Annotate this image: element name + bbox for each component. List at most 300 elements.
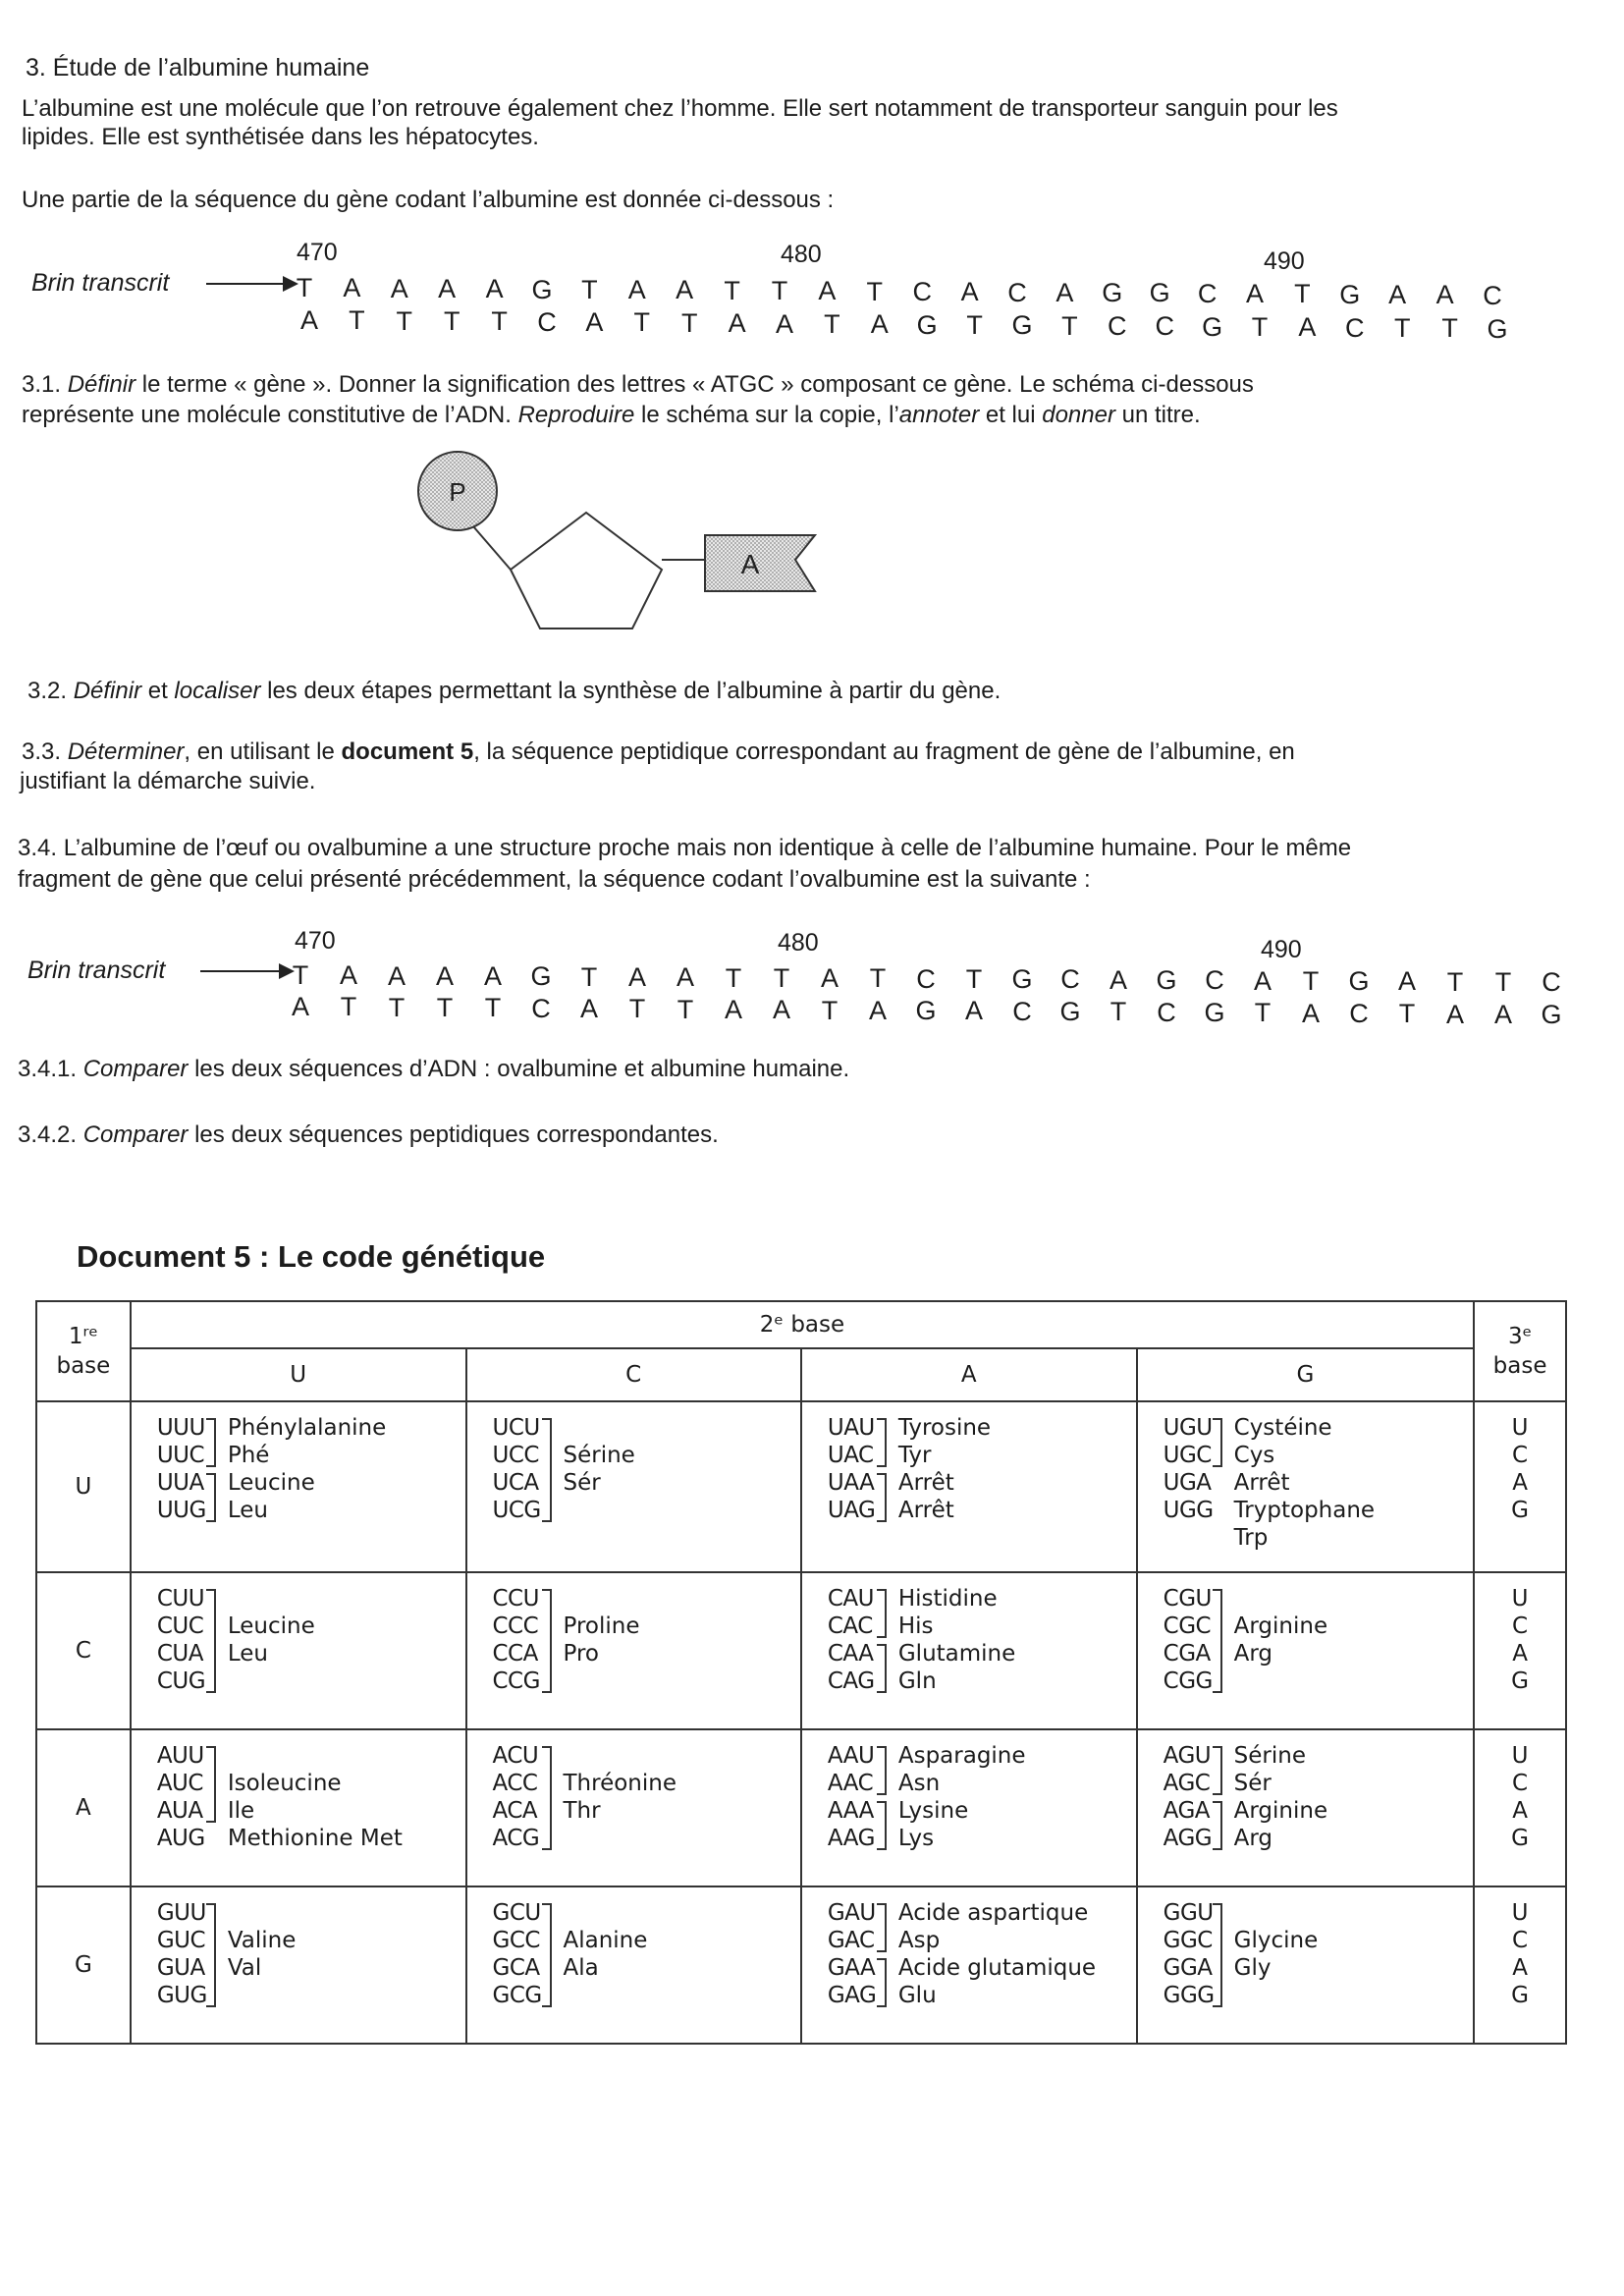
q31-line-2: représente une molécule constitutive de l’ADN. Reproduire le schéma sur la copie, l’annoter et lui donner un titre.: [22, 402, 1201, 428]
codon-line: [1164, 1442, 1473, 1469]
nucleotide-letter: A: [1397, 966, 1417, 997]
third-base-letter: C: [1512, 1771, 1529, 1796]
third-base-letters: [1474, 1572, 1566, 1729]
codon-line: [828, 1640, 1136, 1667]
amino-acid: Isoleucine: [227, 1771, 342, 1796]
amino-acid: Phé: [227, 1443, 270, 1468]
col-header-u: U: [131, 1348, 466, 1401]
amino-acid: Arg: [1233, 1641, 1273, 1667]
codon-cell: [131, 1572, 466, 1729]
codon: UGG: [1163, 1498, 1214, 1523]
nucleotide-letter: T: [436, 992, 454, 1022]
codon-bracket: [877, 1644, 887, 1693]
amino-acid: Phénylalanine: [227, 1415, 387, 1441]
codon: AGC: [1163, 1771, 1211, 1796]
amino-acid: Acide aspartique: [897, 1900, 1089, 1926]
codon: CUA: [156, 1641, 203, 1667]
amino-acid: Tyr: [897, 1443, 932, 1468]
codon-line: [157, 1613, 465, 1640]
codon: CCU: [492, 1586, 539, 1612]
amino-acid: Sérine: [1233, 1743, 1306, 1769]
nucleotide-letter: C: [1157, 997, 1176, 1027]
amino-acid: Leucine: [227, 1470, 315, 1496]
amino-acid: Asparagine: [897, 1743, 1026, 1769]
codon-line: [1164, 1825, 1473, 1852]
nucleotide-letter: G: [1541, 1000, 1562, 1030]
codon-line: [493, 1667, 800, 1695]
amino-acid: Glu: [897, 1983, 937, 2008]
codon-line: [1164, 1469, 1473, 1497]
nucleotide-letter: T: [1302, 965, 1320, 996]
codon-cell: [801, 1572, 1137, 1729]
codon-line: [157, 1825, 465, 1852]
nucleotide-letter: T: [680, 307, 698, 338]
nucleotide-letter: C: [1483, 280, 1502, 310]
amino-acid: Pro: [563, 1641, 599, 1667]
nucleotide-schema: [403, 442, 825, 638]
codon-line: [493, 1585, 800, 1613]
third-base-letter: G: [1511, 1668, 1529, 1694]
nucleotide-letter: C: [537, 306, 557, 337]
third-base-letter: G: [1511, 1983, 1529, 2008]
codon-bracket: [206, 1589, 216, 1693]
seq1-label: Brin transcrit: [31, 269, 170, 297]
codon-cell: [466, 1729, 801, 1886]
nucleotide-letter: T: [296, 273, 313, 302]
amino-acid: Tyrosine: [897, 1415, 992, 1441]
codon-line: [828, 1469, 1136, 1497]
amino-acid: Proline: [563, 1613, 640, 1639]
codon-line: [493, 1954, 800, 1982]
nucleotide-letter: T: [869, 963, 887, 994]
codon-line: [828, 1825, 1136, 1852]
nucleotide-letter: G: [915, 996, 937, 1026]
code-row-c: [36, 1572, 1566, 1729]
seq1-number-470: 470: [297, 239, 338, 266]
nucleotide-letter: C: [1205, 965, 1224, 996]
third-base-letter: A: [1512, 1470, 1528, 1496]
codon: GAC: [827, 1928, 875, 1953]
sequence-intro: Une partie de la séquence du gène codant l’albumine est donnée ci-dessous :: [22, 187, 835, 213]
intro-line-1: L’albumine est une molécule que l’on retrouve également chez l’homme. Elle sert notamment de transporteur sanguin pour les: [22, 95, 1338, 122]
codon-bracket: [1213, 1801, 1222, 1850]
nucleotide-letter: T: [821, 995, 839, 1025]
codon-line: [493, 1414, 800, 1442]
nucleotide-letter: T: [965, 963, 983, 994]
nucleotide-letter: C: [1007, 277, 1027, 307]
codon: UUG: [156, 1498, 206, 1523]
codon-line: [828, 1927, 1136, 1954]
nucleotide-letter: A: [435, 960, 455, 991]
codon-cell: [801, 1401, 1137, 1572]
nucleotide-letter: C: [1108, 310, 1127, 341]
codon: ACG: [492, 1826, 540, 1851]
amino-acid: Sérine: [563, 1443, 635, 1468]
codon-bracket: [206, 1473, 216, 1522]
nucleotide-letter: C: [1060, 964, 1080, 995]
codon: UAG: [827, 1498, 876, 1523]
codon: AUC: [156, 1771, 203, 1796]
codon-line: [828, 1613, 1136, 1640]
nucleotide-letter: A: [485, 274, 504, 304]
seq1-bottom-strand: [0, 305, 1624, 344]
codon: AGA: [1163, 1798, 1211, 1824]
nucleotide-letter: C: [531, 993, 551, 1023]
codon-line: [493, 1469, 800, 1497]
codon: GAG: [827, 1983, 877, 2008]
codon-line: [493, 1982, 800, 2009]
nucleotide-letter: C: [1349, 999, 1369, 1029]
codon: UUA: [156, 1470, 204, 1496]
q31-line-1: 3.1. Définir le terme « gène ». Donner la signification des lettres « ATGC » composant ce gène. Le schéma ci-dessous: [22, 371, 1254, 398]
codon-cell: [1137, 1401, 1474, 1572]
codon-cell: [1137, 1572, 1474, 1729]
third-base-letter: G: [1511, 1498, 1529, 1523]
nucleotide-letter: T: [773, 962, 790, 993]
seq2-number-480: 480: [778, 929, 819, 957]
nucleotide-letter: C: [1012, 996, 1032, 1026]
third-base-letter: A: [1512, 1798, 1528, 1824]
nucleotide-letter: A: [775, 308, 794, 339]
codon-bracket: [206, 1746, 216, 1823]
nucleotide-letter: A: [772, 995, 791, 1025]
amino-acid: Ile: [227, 1798, 255, 1824]
col-header-a: A: [801, 1348, 1137, 1401]
codon: GGC: [1163, 1928, 1213, 1953]
codon-line: [493, 1613, 800, 1640]
nucleotide-letter: T: [677, 994, 694, 1024]
nucleotide-letter: A: [1245, 279, 1265, 308]
codon-bracket: [877, 1418, 887, 1467]
nucleotide-letter: G: [1487, 313, 1508, 344]
nucleotide-letter: T: [1254, 998, 1272, 1028]
q32: 3.2. Définir et localiser les deux étapes permettant la synthèse de l’albumine à partir du gène.: [27, 678, 1001, 704]
codon: [1164, 1524, 1217, 1552]
codon-line: [157, 1742, 465, 1770]
codon: AAC: [827, 1771, 874, 1796]
doc5-title: Document 5 : Le code génétique: [77, 1239, 546, 1274]
codon: UAU: [827, 1415, 875, 1441]
amino-acid: Cys: [1233, 1443, 1275, 1468]
codon: CGA: [1163, 1641, 1211, 1667]
seq2-number-470: 470: [295, 927, 336, 955]
codon-cell: [1137, 1886, 1474, 2044]
nucleotide-letter: T: [966, 309, 983, 340]
codon: GAU: [827, 1900, 876, 1926]
nucleotide-letter: A: [676, 275, 694, 305]
nucleotide-letter: A: [1109, 964, 1128, 995]
codon-line: [828, 1770, 1136, 1797]
nucleotide-letter: A: [339, 960, 358, 991]
codon-cell: [131, 1401, 466, 1572]
nucleotide-letter: A: [870, 309, 889, 340]
nucleotide-letter: C: [1345, 312, 1365, 343]
nucleotide-letter: A: [585, 307, 604, 338]
sugar-pentagon: [511, 513, 662, 629]
third-base-letter: U: [1511, 1900, 1529, 1926]
third-base-letters: [1474, 1886, 1566, 2044]
nucleotide-letter: G: [1059, 997, 1081, 1027]
nucleotide-letter: T: [491, 306, 508, 337]
nucleotide-letter: T: [1398, 999, 1416, 1029]
nucleotide-letter: A: [299, 305, 319, 335]
first-base-header: 1ʳᵉ base: [36, 1301, 131, 1401]
nucleotide-letter: G: [1011, 964, 1033, 995]
nucleotide-letter: G: [1156, 965, 1177, 996]
seq2-number-490: 490: [1261, 936, 1302, 963]
codon-line: [157, 1497, 465, 1524]
intro-line-2: lipides. Elle est synthétisée dans les hépatocytes.: [22, 124, 539, 150]
codon-bracket: [542, 1903, 552, 2007]
nucleotide-letter: G: [530, 961, 552, 992]
third-base-letter: U: [1511, 1415, 1529, 1441]
nucleotide-letter: T: [1061, 310, 1078, 341]
amino-acid: Arrêt: [897, 1470, 954, 1496]
codon-line: [493, 1640, 800, 1667]
codon: UCU: [492, 1415, 540, 1441]
third-base-letter: C: [1512, 1443, 1529, 1468]
amino-acid: Thréonine: [563, 1771, 677, 1796]
amino-acid: Histidine: [897, 1586, 998, 1612]
codon-line: [493, 1742, 800, 1770]
codon-line: [828, 1414, 1136, 1442]
codon: UCC: [492, 1443, 539, 1468]
codon-line: [1164, 1927, 1473, 1954]
nucleotide-letter: A: [390, 273, 408, 303]
codon-line: [1164, 1667, 1473, 1695]
codon-line: [157, 1414, 465, 1442]
amino-acid: Trp: [1233, 1525, 1269, 1551]
seq2-label: Brin transcrit: [27, 957, 166, 984]
codon-line: [157, 1899, 465, 1927]
codon: CCC: [492, 1613, 539, 1639]
seq1-number-480: 480: [781, 241, 822, 268]
nucleotide-letter: T: [633, 307, 651, 338]
codon-line: [493, 1770, 800, 1797]
codon-bracket: [877, 1589, 887, 1638]
codon-line: [828, 1797, 1136, 1825]
codon-line: [828, 1954, 1136, 1982]
nucleotide-letter: T: [1441, 313, 1458, 344]
codon-line: [1164, 1982, 1473, 2009]
nucleotide-letter: A: [1056, 277, 1074, 307]
nucleotide-letter: T: [388, 992, 406, 1022]
nucleotide-letter: T: [1446, 966, 1464, 997]
codon: CUU: [156, 1586, 205, 1612]
amino-acid: Gly: [1233, 1955, 1272, 1981]
q33-line-1: 3.3. Déterminer, en utilisant le document 5, la séquence peptidique correspondant au fragment de gène de l’albumine, en: [22, 738, 1295, 765]
codon: CAG: [827, 1668, 875, 1694]
codon-line: [1164, 1613, 1473, 1640]
nucleotide-letter: G: [1204, 998, 1225, 1028]
section-title: 3. Étude de l’albumine humaine: [26, 54, 370, 82]
amino-acid: Asn: [897, 1771, 941, 1796]
codon-line: [493, 1927, 800, 1954]
codon: CCG: [492, 1668, 540, 1694]
nucleotide-letter: T: [484, 993, 502, 1023]
third-base-letters: [1474, 1729, 1566, 1886]
third-base-header: 3ᵉ base: [1474, 1301, 1566, 1401]
nucleotide-letter: T: [771, 276, 788, 305]
third-base-letter: C: [1512, 1613, 1529, 1639]
amino-acid: Lysine: [897, 1798, 969, 1824]
codon-cell: [466, 1401, 801, 1572]
seq1-top-strand: [0, 273, 1624, 310]
codon: CGC: [1163, 1613, 1212, 1639]
amino-acid: Acide glutamique: [897, 1955, 1097, 1981]
codon: UGC: [1163, 1443, 1212, 1468]
amino-acid: Val: [227, 1955, 262, 1981]
nucleotide-letter: A: [387, 960, 406, 991]
q34-line-1: 3.4. L’albumine de l’œuf ou ovalbumine a une structure proche mais non identique à celle de l’albumine humaine. Pour le même: [18, 835, 1352, 861]
codon-line: [828, 1497, 1136, 1524]
nucleotide-letter: G: [916, 309, 938, 340]
code-row-a: [36, 1729, 1566, 1886]
nucleotide-letter: A: [960, 277, 979, 307]
codon: GGU: [1163, 1900, 1214, 1926]
codon-bracket: [1213, 1418, 1222, 1467]
amino-acid: His: [897, 1613, 934, 1639]
third-base-letter: C: [1512, 1928, 1529, 1953]
nucleotide-letter: T: [581, 274, 598, 304]
amino-acid: Arg: [1233, 1826, 1273, 1851]
codon-bracket: [877, 1746, 887, 1795]
nucleotide-letter: A: [1435, 280, 1454, 310]
codon-line: [493, 1442, 800, 1469]
phosphate-bond: [473, 526, 511, 570]
nucleotide-letter: C: [912, 276, 932, 306]
nucleotide-letter: A: [291, 992, 310, 1021]
nucleotide-letter: A: [1388, 279, 1407, 309]
codon-line: [157, 1469, 465, 1497]
codon: UGU: [1163, 1415, 1213, 1441]
codon-bracket: [542, 1589, 552, 1693]
nucleotide-letter: T: [1110, 997, 1127, 1027]
nucleotide-letter: T: [628, 994, 646, 1024]
codon: CGU: [1163, 1586, 1212, 1612]
codon: ACU: [492, 1743, 539, 1769]
amino-acid: Ala: [563, 1955, 599, 1981]
amino-acid: Sér: [1233, 1771, 1272, 1796]
seq2-bottom-strand: [0, 992, 1624, 1030]
codon: GCG: [492, 1983, 542, 2008]
codon-line: [1164, 1497, 1473, 1524]
amino-acid: Arrêt: [897, 1498, 954, 1523]
codon-line: [157, 1667, 465, 1695]
nucleotide-letter: T: [349, 305, 365, 336]
codon-cell: [1137, 1729, 1474, 1886]
codon-bracket: [206, 1418, 216, 1467]
nucleotide-letter: A: [1493, 1000, 1513, 1029]
codon-bracket: [1213, 1589, 1222, 1693]
codon-cell: [131, 1729, 466, 1886]
nucleotide-letter: A: [1445, 999, 1465, 1029]
codon-bracket: [206, 1903, 216, 2007]
nucleotide-letter: T: [1251, 312, 1269, 342]
amino-acid: Arrêt: [1233, 1470, 1290, 1496]
nucleotide-letter: T: [824, 308, 840, 339]
codon-line: [157, 1442, 465, 1469]
codon-cell: [801, 1886, 1137, 2044]
codon: UUC: [156, 1443, 205, 1468]
nucleotide-letter: A: [724, 994, 743, 1024]
codon-line: [828, 1982, 1136, 2009]
codon: AAA: [827, 1798, 874, 1824]
third-base-letter: U: [1511, 1586, 1529, 1612]
codon-line: [157, 1927, 465, 1954]
code-row-g: [36, 1886, 1566, 2044]
codon-bracket: [877, 1473, 887, 1522]
codon: GGA: [1163, 1955, 1213, 1981]
codon: GUA: [156, 1955, 205, 1981]
first-base-letter: G: [36, 1886, 131, 2044]
nucleotide-letter: C: [1542, 967, 1561, 998]
nucleotide-letter: A: [728, 308, 746, 339]
codon: AUA: [156, 1798, 203, 1824]
first-base-letter: U: [36, 1401, 131, 1572]
nucleotide-letter: T: [866, 276, 884, 306]
nucleotide-letter: A: [438, 273, 457, 303]
nucleotide-letter: T: [292, 960, 309, 990]
amino-acid: Lys: [897, 1826, 935, 1851]
nucleotide-letter: A: [483, 961, 503, 992]
nucleotide-letter: G: [1348, 966, 1370, 997]
codon-line: [1164, 1640, 1473, 1667]
nucleotide-letter: A: [964, 996, 984, 1026]
codon-line: [828, 1667, 1136, 1695]
amino-acid: Arginine: [1233, 1798, 1328, 1824]
amino-acid: Cystéine: [1233, 1415, 1332, 1441]
nucleotide-letter: A: [1298, 312, 1317, 343]
nucleotide-letter: G: [531, 274, 553, 304]
codon: CUG: [156, 1668, 206, 1694]
codon-line: [828, 1442, 1136, 1469]
nucleotide-letter: T: [580, 961, 598, 992]
codon: CUC: [156, 1613, 204, 1639]
nucleotide-letter: G: [1011, 310, 1033, 341]
q342: 3.4.2. Comparer les deux séquences peptidiques correspondantes.: [18, 1121, 719, 1148]
col-header-g: G: [1137, 1348, 1474, 1401]
codon-line: [1164, 1742, 1473, 1770]
code-row-u: [36, 1401, 1566, 1572]
amino-acid: Glutamine: [897, 1641, 1016, 1667]
codon: CAA: [827, 1641, 874, 1667]
nucleotide-letter: A: [676, 962, 695, 993]
codon: UUU: [156, 1415, 205, 1441]
third-base-letter: U: [1511, 1743, 1529, 1769]
codon-bracket: [1213, 1903, 1222, 2007]
codon-line: [828, 1585, 1136, 1613]
nucleotide-letter: T: [724, 275, 740, 305]
codon-line: [828, 1899, 1136, 1927]
codon-line: [157, 1585, 465, 1613]
nucleotide-letter: A: [868, 995, 888, 1025]
codon-bracket: [877, 1801, 887, 1850]
codon-line: [493, 1825, 800, 1852]
nucleotide-letter: A: [818, 276, 837, 306]
codon-bracket: [877, 1958, 887, 2007]
codon-line: [493, 1497, 800, 1524]
nucleotide-letter: A: [1301, 998, 1321, 1028]
codon-bracket: [1213, 1746, 1222, 1795]
third-base-letter: G: [1511, 1826, 1529, 1851]
nucleotide-letter: G: [1149, 278, 1170, 308]
codon-line: [157, 1770, 465, 1797]
nucleotide-letter: T: [725, 962, 742, 993]
codon-line: [157, 1797, 465, 1825]
codon: CAU: [827, 1586, 874, 1612]
q33-line-2: justifiant la démarche suivie.: [20, 768, 316, 794]
